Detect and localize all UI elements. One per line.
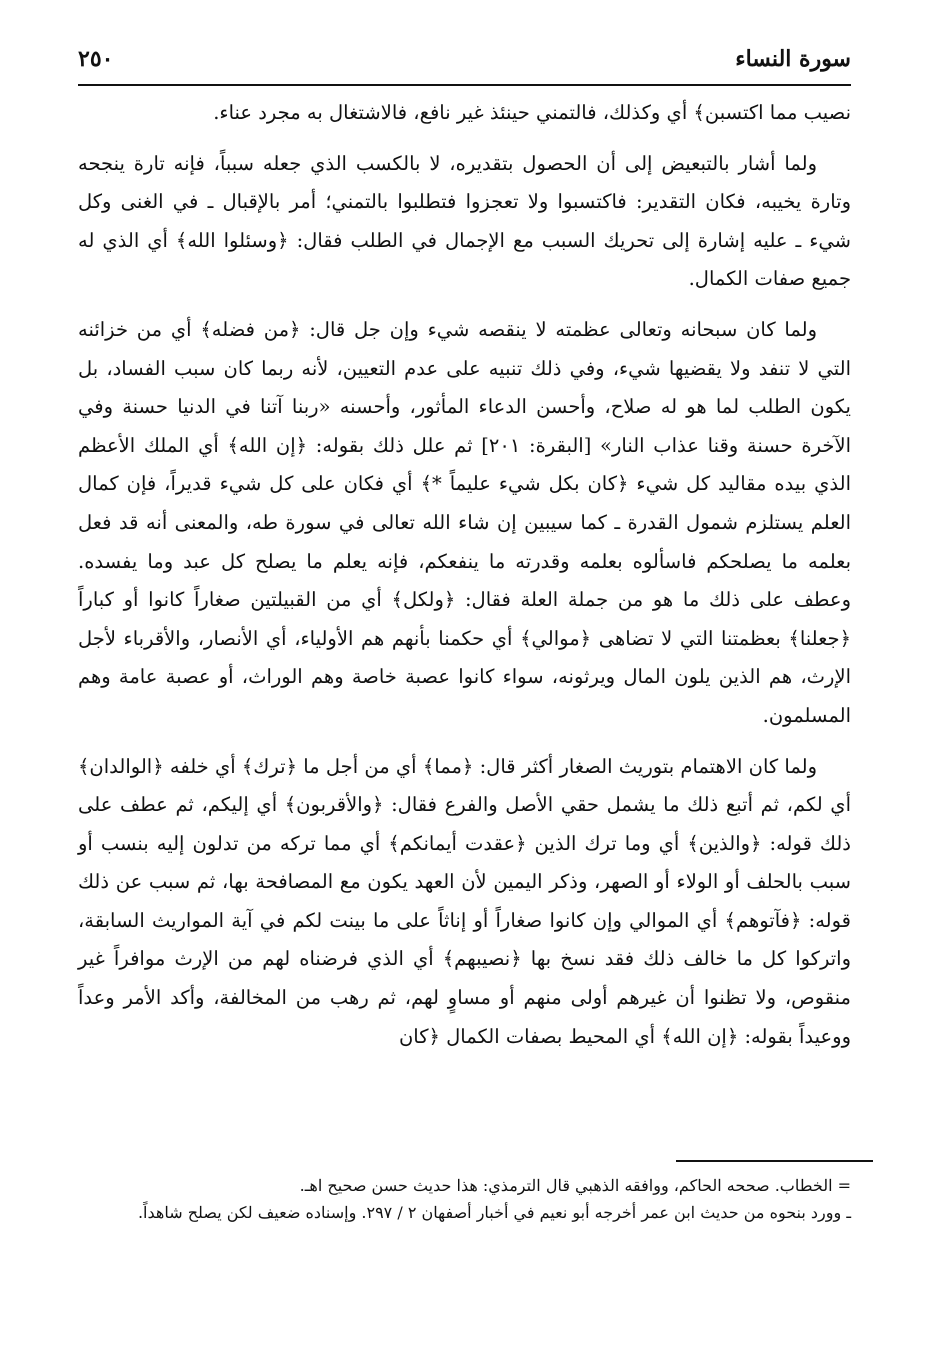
page-number: ٢٥٠	[78, 46, 114, 72]
body-text	[78, 94, 851, 1068]
footnote: ـ وورد بنحوه من حديث ابن عمر أخرجه أبو نعيم في أخبار أصفهان ٢ / ٢٩٧. وإسناده ضعيف لكن يصلح شاهداً.	[137, 1203, 851, 1222]
footnote-divider	[676, 1160, 873, 1162]
page-header	[78, 38, 851, 86]
surah-title: سورة النساء	[735, 46, 851, 72]
paragraph: ولما كان الاهتمام بتوريث الصغار أكثر قال: ﴿مما﴾ أي من أجل ما ﴿ترك﴾ أي خلفه ﴿الوالدان﴾ أي لكم، ثم أتبع ذلك ما يشمل حقي الأصل والفرع فقال: ﴿والأقربون﴾ أي إليكم، ثم عطف على ذلك قوله: ﴿والذين﴾ أي وما ترك الذين ﴿عقدت أيمانكم﴾ أي مما تركه من تدلون إليه بنسب أو سبب بالحلف أو الولاء أو الصهر، وذكر اليمين لأن العهد يكون مع المصافحة بها، ثم سبب عن ذلك قوله: ﴿فآتوهم﴾ أي الموالي وإن كانوا صغاراً أو إناثاً على ما بينت لكم في آية المواريث السابقة، واتركوا كل ما خالف ذلك فقد نسخ بها ﴿نصيبهم﴾ أي الذي فرضناه لهم من الإرث موافراً غير منقوص، ولا تظنوا أن غيرهم أولى منهم أو مساوٍ لهم، ثم رهب من المخالفة، وأكد الأمر وعداً ووعيداً بقوله: ﴿إن الله﴾ أي المحيط بصفات الكمال ﴿كان	[78, 754, 851, 1048]
footnote: = الخطاب. صححه الحاكم، ووافقه الذهبي قال الترمذي: هذا حديث حسن صحيح اهـ.	[299, 1176, 851, 1195]
paragraph: نصيب مما اكتسبن﴾ أي وكذلك، فالتمني حينئذ غير نافع، فالاشتغال به مجرد عناء.	[213, 101, 851, 124]
paragraph: ولما أشار بالتبعيض إلى أن الحصول بتقديره، لا بالكسب الذي جعله سبباً، فإنه تارة ينجحه وتارة يخيبه، فكان التقدير: فاكتسبوا ولا تعجزوا فتطلبوا بالتمني؛ أمر بالإقبال ـ في الغنى وكل شيء ـ عليه إشارة إلى تحريك السبب مع الإجمال في الطلب فقال: ﴿وسئلوا الله﴾ أي الذي له جميع صفات الكمال.	[78, 151, 851, 291]
paragraph: ولما كان سبحانه وتعالى عظمته لا ينقصه شيء وإن جل قال: ﴿من فضله﴾ أي من خزائنه التي لا تنفد ولا يقضيها شيء، وفي ذلك تنبيه على عدم التعيين، لأنه ربما كان سبب الفساد، بل يكون الطلب لما هو له صلاح، وأحسن الدعاء المأثور، وأحسنه «ربنا آتنا في الدنيا حسنة وفي الآخرة حسنة وقنا عذاب النار» [البقرة: ٢٠١] ثم علل ذلك بقوله: ﴿إن الله﴾ أي الملك الأعظم الذي بيده مقاليد كل شيء ﴿كان بكل شيء عليماً *﴾ أي فكان على كل شيء قديراً، فإن كمال العلم يستلزم شمول القدرة ـ كما سيبين إن شاء الله تعالى في سورة طه، والمعنى أنه قد فعل بعلمه ما يصلحكم فاسألوه بعلمه وقدرته ما ينفعكم، فإنه يعلم ما يصلح كل عبد وما يفسده. وعطف على ذلك ما هو من جملة العلة فقال: ﴿ولكل﴾ أي من القبيلتين صغاراً كانوا أو كباراً ﴿جعلنا﴾ بعظمتنا التي لا تضاهى ﴿موالي﴾ أي حكمنا بأنهم هم الأولياء، أي الأنصار، والأقرباء لأجل الإرث، هم الذين يلون المال ويرثونه، سواء كانوا عصبة خاصة وهم الوراث، أو عصبة عامة وهم المسلمون.	[78, 317, 851, 727]
footnotes	[130, 1172, 851, 1226]
